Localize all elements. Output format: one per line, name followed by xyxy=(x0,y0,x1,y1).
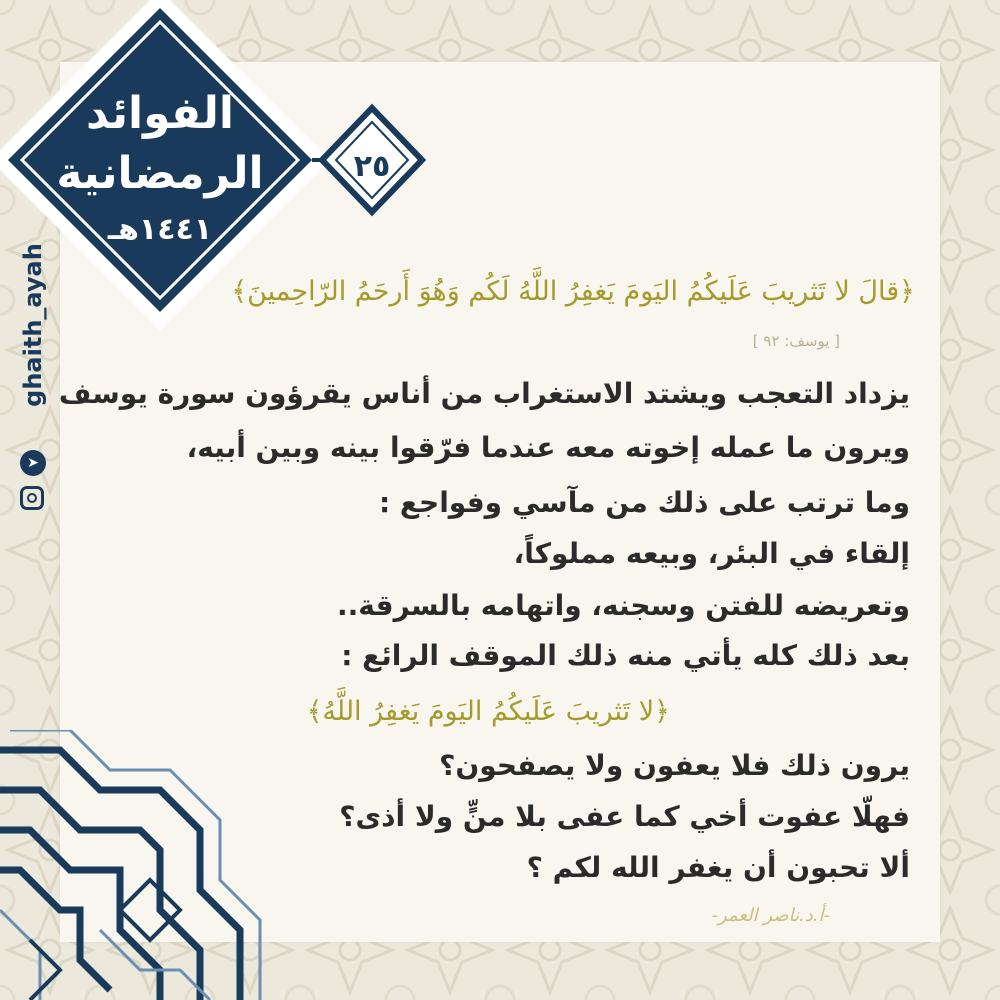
quran-verse-inline: ﴿لا تَثريبَ عَلَيكُمُ اليَومَ يَغفِرُ اللَّهُ﴾ xyxy=(306,696,670,727)
instagram-icon[interactable] xyxy=(20,486,44,510)
episode-number: ٢٥ xyxy=(353,149,391,184)
title-line-2: الرمضانية xyxy=(56,148,264,199)
body-line-3: وما ترتب على ذلك من مآسي وفواجع : xyxy=(378,486,910,519)
author-signature: -أ.د.ناصر العمر- xyxy=(711,905,830,926)
quran-verse: ﴿قالَ لا تَثريبَ عَلَيكُمُ اليَومَ يَغفِرُ اللَّهُ لَكُم وَهُوَ أَرحَمُ الرّاحِمينَ﴾ xyxy=(231,276,915,307)
closing-line-2: فهلّا عفوت أخي كما عفى بلا منٍّ ولا أذى؟ xyxy=(339,800,910,833)
closing-line-3: ألا تحبون أن يغفر الله لكم ؟ xyxy=(526,851,910,884)
body-line-6: بعد ذلك كله يأتي منه ذلك الموقف الرائع : xyxy=(341,639,910,672)
title-year: ١٤٤١هـ xyxy=(107,212,213,247)
body-line-1: يزداد التعجب ويشتد الاستغراب من أناس يقرؤون سورة يوسف xyxy=(58,377,910,410)
closing-line-1: يرون ذلك فلا يعفون ولا يصفحون؟ xyxy=(439,749,910,782)
body-line-5: وتعريضه للفتن وسجنه، واتهامه بالسرقة.. xyxy=(337,589,910,622)
verse-reference: [ يوسف: ٩٢ ] xyxy=(752,332,840,350)
body-line-2: ويرون ما عمله إخوته معه عندما فرّقوا بينه وبين أبيه، xyxy=(186,431,910,464)
body-line-4: إلقاء في البئر، وبيعه مملوكاً، xyxy=(513,537,910,570)
telegram-icon[interactable]: ➤ xyxy=(20,450,46,476)
title-line-1: الفوائد xyxy=(86,88,234,139)
social-handle[interactable]: ghaith_ayah xyxy=(19,243,47,407)
